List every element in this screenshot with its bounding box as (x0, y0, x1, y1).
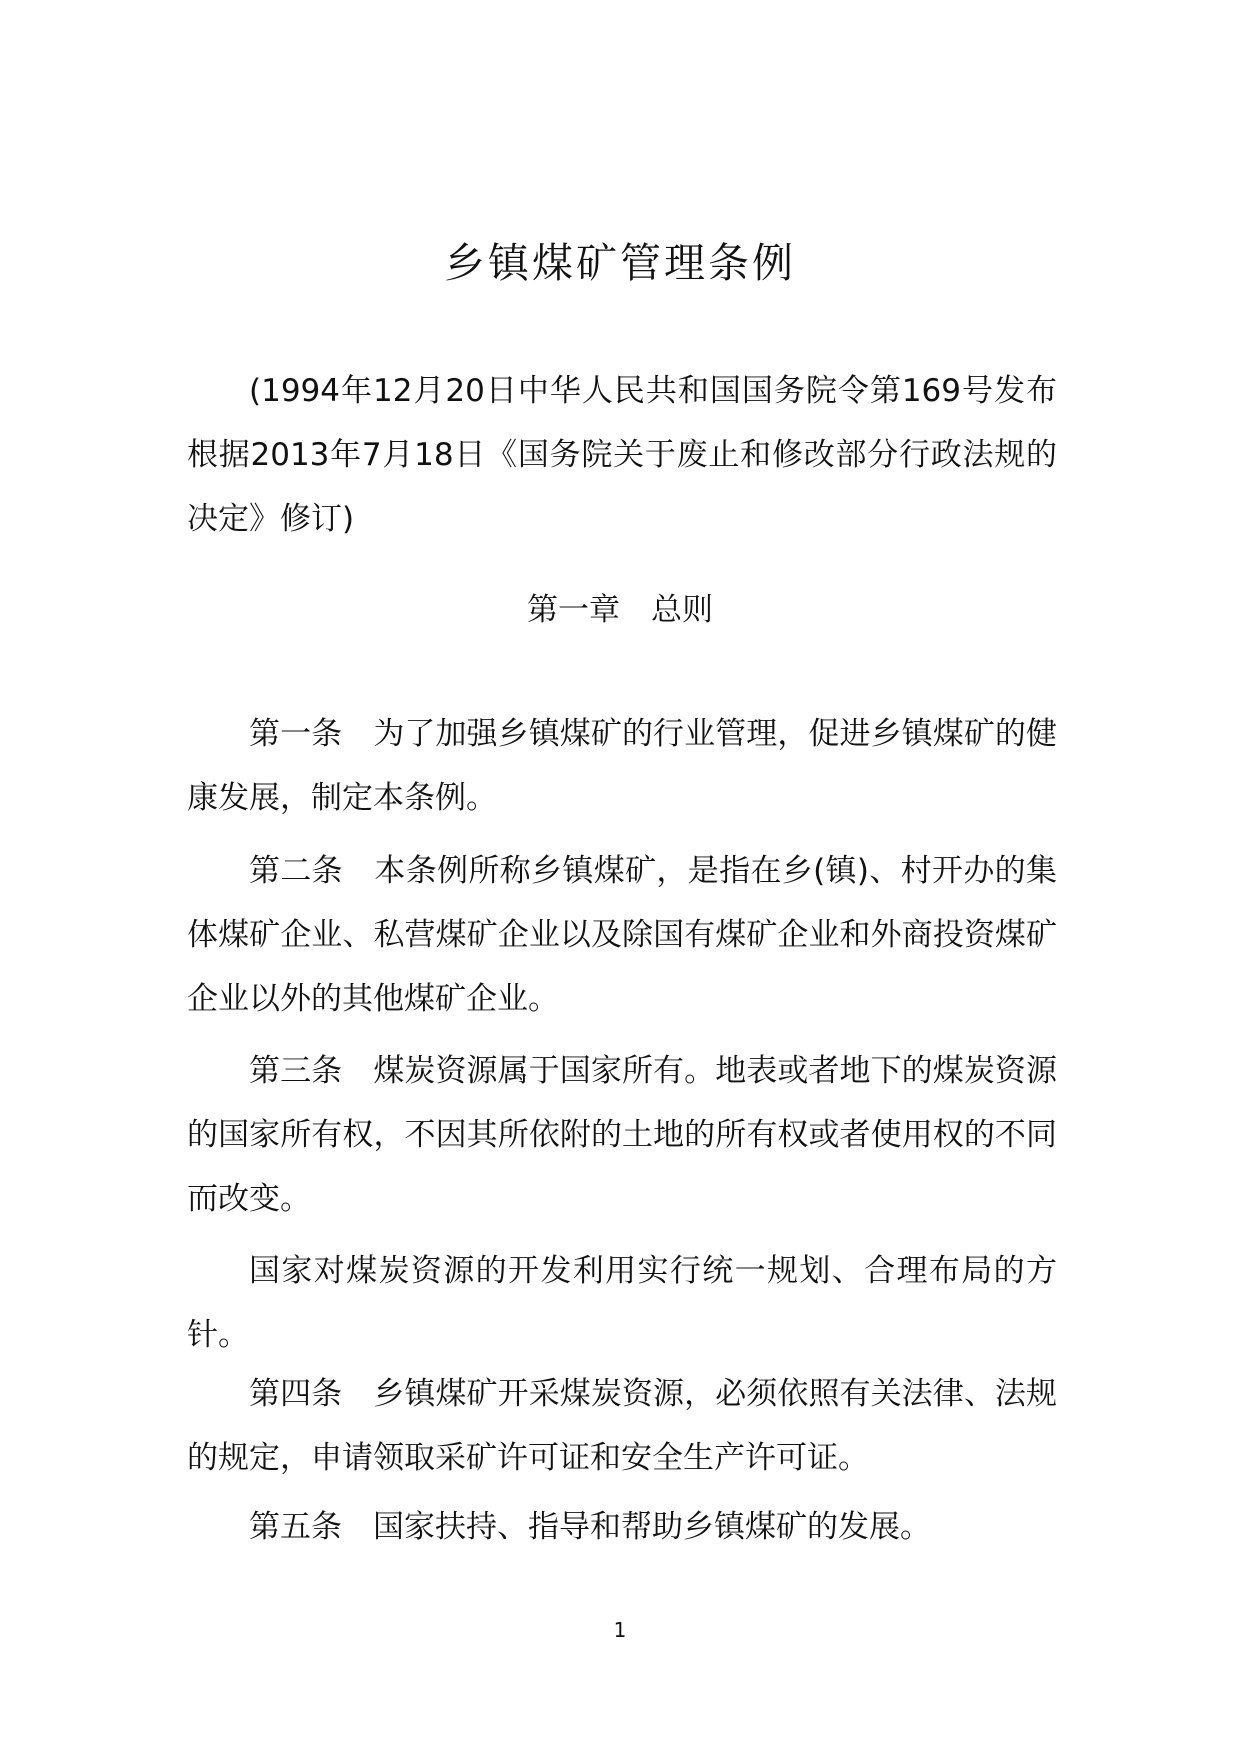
document-title: 乡镇煤矿管理条例 (444, 239, 796, 287)
article-5: 第五条 国家扶持、指导和帮助乡镇煤矿的发展。 (249, 1509, 931, 1545)
article-2: 第二条 本条例所称乡镇煤矿，是指在乡(镇)、村开办的集体煤矿企业、私营煤矿企业以及除国有煤矿企业和外商投资煤矿企业以外的其他煤矿企业。 (187, 853, 1057, 1017)
publication-note: (1994年12月20日中华人民共和国国务院令第169号发布 根据2013年7月18日《国务院关于废止和修改部分行政法规的决定》修订) (187, 373, 1088, 537)
article-1: 第一条 为了加强乡镇煤矿的行业管理，促进乡镇煤矿的健康发展，制定本条例。 (187, 716, 1057, 816)
article-3: 第三条 煤炭资源属于国家所有。地表或者地下的煤炭资源的国家所有权，不因其所依附的土地的所有权或者使用权的不同而改变。 (187, 1053, 1057, 1217)
article-3-paragraph-2: 国家对煤炭资源的开发利用实行统一规划、合理布局的方针。 (187, 1253, 1057, 1353)
article-4: 第四条 乡镇煤矿开采煤炭资源，必须依照有关法律、法规的规定，申请领取采矿许可证和安全生产许可证。 (187, 1376, 1057, 1476)
page-number: 1 (613, 1618, 627, 1642)
chapter-heading: 第一章 总则 (527, 592, 713, 628)
